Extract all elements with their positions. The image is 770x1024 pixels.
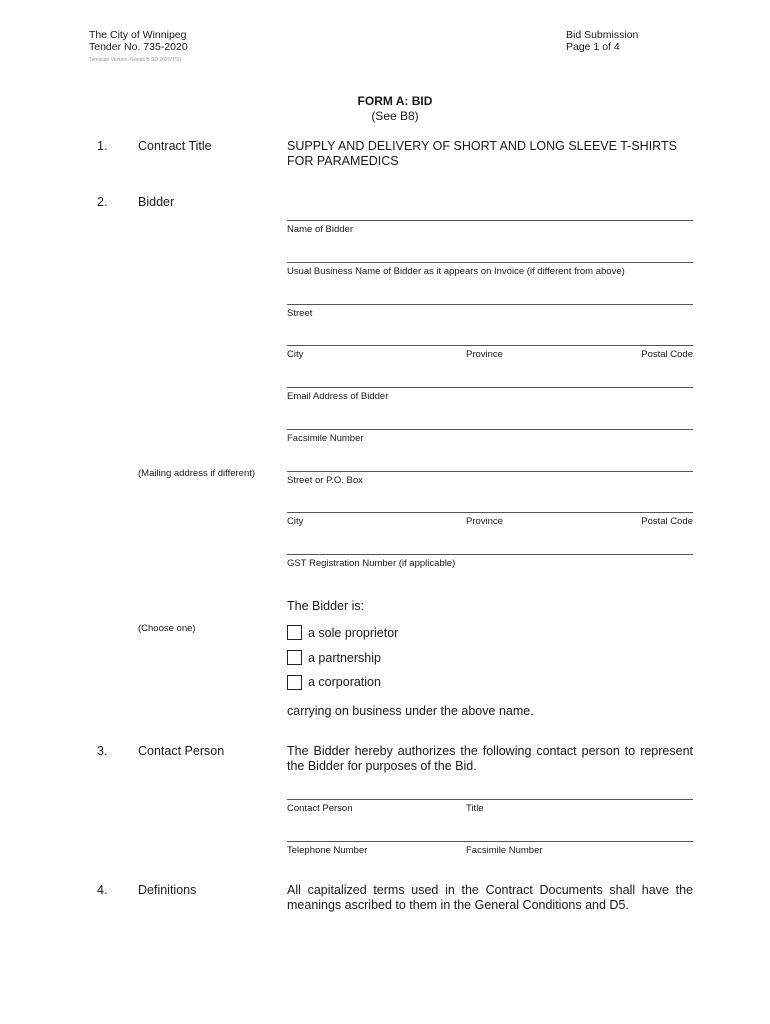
header-city: The City of Winnipeg bbox=[89, 29, 187, 41]
contract-title-line1: SUPPLY AND DELIVERY OF SHORT AND LONG SLEEVE T-SHIRTS bbox=[287, 139, 677, 153]
mailing-province-caption: Province bbox=[466, 516, 503, 527]
contract-title-line2: FOR PARAMEDICS bbox=[287, 154, 399, 168]
header-tender-number: Tender No. 735-2020 bbox=[89, 41, 188, 53]
definitions-text-line1: All capitalized terms used in the Contract Documents shall have the bbox=[287, 883, 693, 897]
form-title: FORM A: BID bbox=[357, 94, 433, 108]
contact-facsimile-caption: Facsimile Number bbox=[466, 845, 543, 856]
title-caption: Title bbox=[466, 803, 484, 814]
section-4-label: Definitions bbox=[138, 883, 197, 897]
gst-number-field[interactable] bbox=[287, 554, 693, 555]
street-caption: Street bbox=[287, 308, 313, 319]
bidder-is-label: The Bidder is: bbox=[287, 599, 365, 613]
contact-authorization-line1: The Bidder hereby authorizes the following contact person to represent bbox=[287, 744, 693, 758]
header-page-number: Page 1 of 4 bbox=[566, 41, 620, 53]
section-1-label: Contract Title bbox=[138, 139, 212, 153]
section-4-number: 4. bbox=[97, 883, 108, 897]
telephone-facsimile-field[interactable] bbox=[287, 841, 693, 842]
form-subtitle: (See B8) bbox=[371, 109, 419, 123]
contact-person-title-field[interactable] bbox=[287, 799, 693, 800]
section-2-number: 2. bbox=[97, 195, 108, 209]
header-bid-submission: Bid Submission bbox=[566, 29, 639, 41]
section-1-number: 1. bbox=[97, 139, 108, 153]
street-field[interactable] bbox=[287, 304, 693, 305]
contact-person-caption: Contact Person bbox=[287, 803, 353, 814]
street-po-box-field[interactable] bbox=[287, 471, 693, 472]
city-province-postal-field[interactable] bbox=[287, 345, 693, 346]
gst-number-caption: GST Registration Number (if applicable) bbox=[287, 558, 456, 569]
section-2-label: Bidder bbox=[138, 195, 175, 209]
partnership-label: a partnership bbox=[308, 651, 381, 665]
contact-authorization-line2: the Bidder for purposes of the Bid. bbox=[287, 759, 477, 773]
facsimile-field[interactable] bbox=[287, 429, 693, 430]
facsimile-caption: Facsimile Number bbox=[287, 433, 364, 444]
sole-proprietor-checkbox[interactable] bbox=[287, 625, 302, 640]
email-field[interactable] bbox=[287, 387, 693, 388]
section-3-number: 3. bbox=[97, 744, 108, 758]
partnership-checkbox[interactable] bbox=[287, 650, 302, 665]
mailing-city-province-postal-field[interactable] bbox=[287, 512, 693, 513]
province-caption: Province bbox=[466, 349, 503, 360]
postal-code-caption: Postal Code bbox=[641, 349, 693, 360]
street-po-box-caption: Street or P.O. Box bbox=[287, 475, 363, 486]
telephone-number-caption: Telephone Number bbox=[287, 845, 368, 856]
name-of-bidder-caption: Name of Bidder bbox=[287, 224, 354, 235]
name-of-bidder-field[interactable] bbox=[287, 220, 693, 221]
corporation-checkbox[interactable] bbox=[287, 675, 302, 690]
business-name-caption: Usual Business Name of Bidder as it appears on Invoice (if different from above) bbox=[287, 266, 625, 277]
mailing-address-note: (Mailing address if different) bbox=[138, 468, 256, 479]
definitions-text-line2: meanings ascribed to them in the General Conditions and D5. bbox=[287, 898, 629, 912]
sole-proprietor-label: a sole proprietor bbox=[308, 626, 399, 640]
section-3-label: Contact Person bbox=[138, 744, 225, 758]
header-template-version: Template Version: Goods B SD 2020/7/31 bbox=[89, 57, 182, 63]
choose-one-note: (Choose one) bbox=[138, 623, 196, 634]
business-name-field[interactable] bbox=[287, 262, 693, 263]
city-caption: City bbox=[287, 349, 304, 360]
mailing-city-caption: City bbox=[287, 516, 304, 527]
carrying-on-business-text: carrying on business under the above name. bbox=[287, 704, 534, 718]
mailing-postal-code-caption: Postal Code bbox=[641, 516, 693, 527]
email-caption: Email Address of Bidder bbox=[287, 391, 389, 402]
corporation-label: a corporation bbox=[308, 675, 381, 689]
